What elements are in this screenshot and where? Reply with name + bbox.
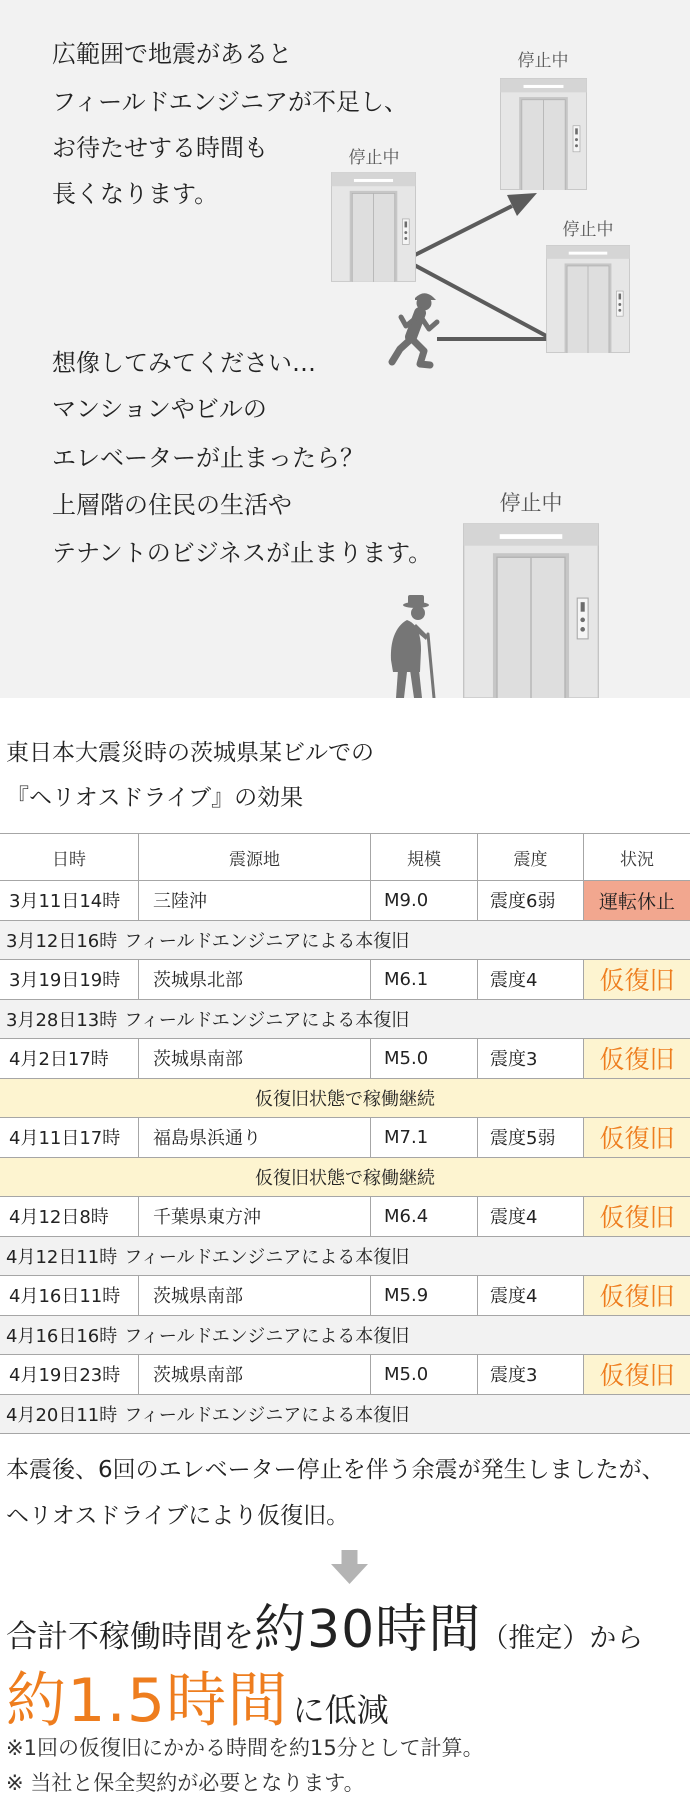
elevator-icon	[331, 173, 415, 282]
date-cell: 4月11日17時	[9, 1128, 121, 1150]
recovery-row	[0, 1237, 690, 1277]
table-header-row	[0, 834, 690, 881]
date-cell: 4月12日8時	[9, 1207, 109, 1229]
table-row	[0, 960, 690, 1000]
downtime-before-value: 約30時間	[254, 1600, 482, 1660]
magnitude-cell: M7.1	[370, 1118, 477, 1157]
table-row	[0, 1355, 690, 1395]
intensity-cell: 震度3	[477, 1039, 583, 1078]
intro-line: 長くなります。	[52, 180, 219, 208]
recovery-date: 4月20日11時	[6, 1404, 118, 1426]
continue-row	[0, 1158, 690, 1198]
recovery-text: フィールドエンジニアによる本復旧	[124, 1404, 410, 1426]
status-cell: 仮復旧	[583, 1276, 690, 1315]
table-header-cell: 規模	[370, 834, 477, 880]
elevator-icon	[501, 78, 587, 190]
elevator-icon	[464, 524, 599, 698]
epicenter-cell: 茨城県南部	[138, 1039, 370, 1078]
table-header-cell: 震源地	[138, 834, 370, 880]
recovery-text: フィールドエンジニアによる本復旧	[124, 1009, 410, 1031]
recovery-date: 4月12日11時	[6, 1246, 118, 1268]
intensity-cell: 震度3	[477, 1355, 583, 1394]
downtime-after-line	[6, 1666, 389, 1736]
recovery-row	[0, 1316, 690, 1356]
magnitude-cell: M9.0	[370, 881, 477, 920]
elderly-person-with-cane-icon	[391, 595, 434, 698]
epicenter-cell: 千葉県東方沖	[138, 1197, 370, 1236]
status-cell: 仮復旧	[583, 1039, 690, 1078]
date-cell: 3月11日14時	[9, 891, 121, 913]
epicenter-cell: 茨城県南部	[138, 1355, 370, 1394]
recovery-date: 4月16日16時	[6, 1325, 118, 1347]
intro-line: お待たせする時間も	[52, 134, 268, 162]
recovery-date: 3月12日16時	[6, 930, 118, 952]
table-header-cell: 状況	[583, 834, 690, 880]
recovery-row	[0, 1395, 690, 1435]
epicenter-cell: 茨城県南部	[138, 1276, 370, 1315]
reduction-label: に低減	[292, 1691, 389, 1729]
earthquake-table	[0, 833, 690, 1434]
magnitude-cell: M6.4	[370, 1197, 477, 1236]
table-header-cell: 震度	[477, 834, 583, 880]
recovery-text: フィールドエンジニアによる本復旧	[124, 930, 410, 952]
table-row	[0, 1118, 690, 1158]
footnote: ※1回の仮復旧にかかる時間を約15分として計算。	[6, 1736, 484, 1760]
running-person-icon	[392, 293, 437, 365]
magnitude-cell: M5.0	[370, 1355, 477, 1394]
intro-line: フィールドエンジニアが不足し、	[52, 88, 409, 116]
magnitude-cell: M5.9	[370, 1276, 477, 1315]
continue-row	[0, 1079, 690, 1119]
intro-line: 上層階の住民の生活や	[52, 491, 292, 519]
recovery-date: 3月28日13時	[6, 1009, 118, 1031]
summary-text: 本震後、6回のエレベーター停止を伴う余震が発生しましたが、	[6, 1457, 665, 1483]
elevator-status-label: 停止中	[517, 51, 569, 71]
summary-text: ヘリオスドライブにより仮復旧。	[6, 1503, 350, 1529]
intro-line: テナントのビジネスが止まります。	[52, 539, 433, 567]
elevator-status-label: 停止中	[499, 491, 563, 515]
intensity-cell: 震度5弱	[477, 1118, 583, 1157]
section-heading: 『ヘリオスドライブ』の効果	[6, 785, 304, 811]
magnitude-cell: M5.0	[370, 1039, 477, 1078]
illustration-panel	[0, 0, 690, 698]
recovery-text: フィールドエンジニアによる本復旧	[124, 1246, 410, 1268]
continue-text: 仮復旧状態で稼働継続	[255, 1088, 435, 1110]
status-cell: 仮復旧	[583, 1197, 690, 1236]
zigzag-arrow-icon	[405, 193, 552, 339]
date-cell: 4月16日11時	[9, 1286, 121, 1308]
intensity-cell: 震度4	[477, 1197, 583, 1236]
elevator-status-label: 停止中	[348, 148, 400, 168]
epicenter-cell: 三陸沖	[138, 881, 370, 920]
intensity-cell: 震度4	[477, 1276, 583, 1315]
date-cell: 3月19日19時	[9, 970, 121, 992]
status-cell: 仮復旧	[583, 1118, 690, 1157]
epicenter-cell: 茨城県北部	[138, 960, 370, 999]
continue-text: 仮復旧状態で稼働継続	[255, 1167, 435, 1189]
table-row	[0, 1276, 690, 1316]
downtime-label: 合計不稼働時間を	[6, 1619, 254, 1655]
recovery-text: フィールドエンジニアによる本復旧	[124, 1325, 410, 1347]
table-row	[0, 1039, 690, 1079]
intro-line: マンションやビルの	[52, 395, 267, 423]
estimate-note: （推定）から	[481, 1623, 644, 1654]
table-header-cell: 日時	[52, 849, 86, 870]
intensity-cell: 震度6弱	[477, 881, 583, 920]
date-cell: 4月19日23時	[9, 1365, 121, 1387]
date-cell: 4月2日17時	[9, 1049, 109, 1071]
downtime-after-value: 約1.5時間	[6, 1666, 289, 1736]
status-cell: 仮復旧	[583, 1355, 690, 1394]
section-heading: 東日本大震災時の茨城県某ビルでの	[6, 740, 374, 766]
recovery-row	[0, 1000, 690, 1040]
table-row	[0, 881, 690, 921]
status-cell: 運転休止	[583, 881, 690, 920]
down-arrow-icon	[331, 1550, 368, 1584]
elevator-status-label: 停止中	[562, 220, 614, 240]
status-cell: 仮復旧	[583, 960, 690, 999]
table-row	[0, 1197, 690, 1237]
intro-line: 想像してみてください…	[52, 349, 316, 377]
epicenter-cell: 福島県浜通り	[138, 1118, 370, 1157]
intro-line: エレベーターが止まったら？	[52, 444, 364, 472]
recovery-row	[0, 921, 690, 961]
intensity-cell: 震度4	[477, 960, 583, 999]
downtime-before-line	[6, 1600, 643, 1662]
intro-line: 広範囲で地震があると	[52, 40, 292, 68]
elevator-icon	[547, 245, 630, 353]
magnitude-cell: M6.1	[370, 960, 477, 999]
footnote: ※ 当社と保全契約が必要となります。	[6, 1771, 365, 1795]
